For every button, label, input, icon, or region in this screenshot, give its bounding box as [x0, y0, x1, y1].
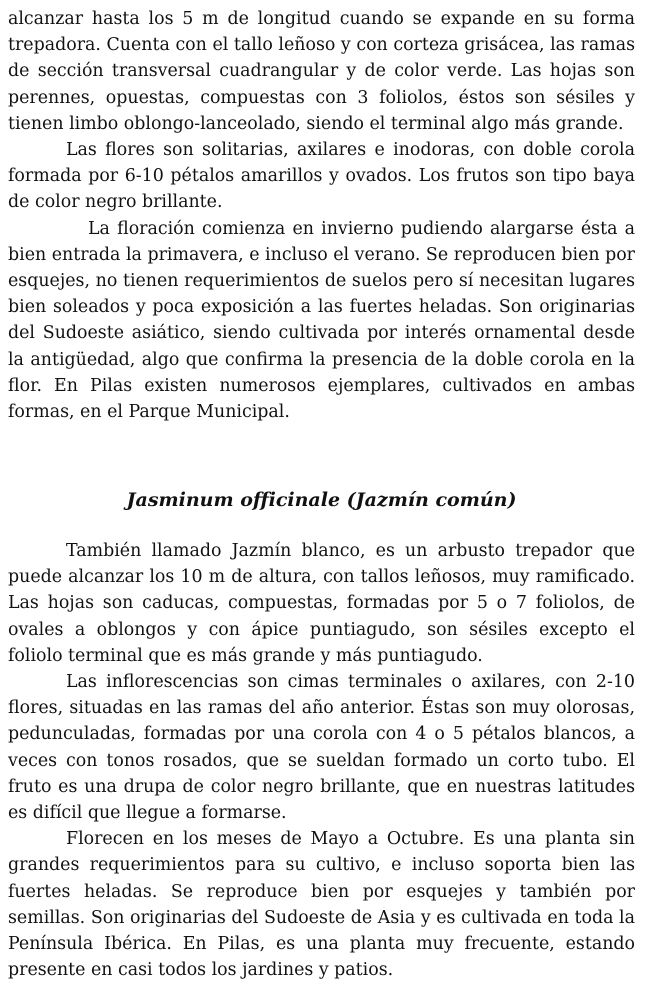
paragraph-1: alcanzar hasta los 5 m de longitud cuando se expande en su forma trepadora. Cuenta con el tallo leñoso y con corteza grisácea, las ramas de sección transversal cuadrangular y de color verde. Las hojas son perennes, opuestas, compuestas con 3 foliolos, éstos son sésiles y tienen limbo oblongo-lanceolado, siendo el terminal algo más grande.: [8, 9, 635, 134]
paragraph-4: También llamado Jazmín blanco, es un arbusto trepador que puede alcanzar los 10 m de altura, con tallos leñosos, muy ramificado. Las hojas son caducas, compuestas, formadas por 5 o 7 foliolos, de ovales a oblongos y con ápice puntiagudo, son sésiles excepto el foliolo terminal que es más grande y más puntiagudo.: [8, 541, 635, 666]
paragraph-6: Florecen en los meses de Mayo a Octubre. Es una planta sin grandes requerimientos para su cultivo, e incluso soporta bien las fuertes heladas. Se reproduce bien por esquejes y también por semillas. Son originarias del Sudoeste de Asia y es cultivada en toda la Península Ibérica. En Pilas, es una planta muy frecuente, estando presente en casi todos los jardines y patios.: [8, 829, 635, 981]
species-heading: Jasminum officinale (Jazmín común): [126, 489, 517, 511]
section-jasminum-officinale: [8, 538, 635, 983]
paragraph-3: La floración comienza en invierno pudiendo alargarse ésta a bien entrada la primavera, e incluso el verano. Se reproducen bien por esquejes, no tienen requerimientos de suelos pero sí necesitan lugares bien soleados y poca exposición a las fuertes heladas. Son originarias del Sudoeste asiático, siendo cultivada por interés ornamental desde la antigüedad, algo que confirma la presencia de la doble corola en la flor. En Pilas existen numerosos ejemplares, cultivados en ambas formas, en el Parque Municipal.: [8, 218, 635, 423]
paragraph-5: Las inflorescencias son cimas terminales o axilares, con 2-10 flores, situadas en las ramas del año anterior. Éstas son muy olorosas, pedunculadas, formadas por una corola con 4 o 5 pétalos blancos, a veces con tonos rosados, que se sueldan formado un corto tubo. El fruto es una drupa de color negro brillante, que en nuestras latitudes es difícil que llegue a formarse.: [8, 672, 635, 824]
paragraph-2: Las flores son solitarias, axilares e inodoras, con doble corola formada por 6-10 pétalos amarillos y ovados. Los frutos son tipo baya de color negro brillante.: [8, 140, 635, 213]
section-continued-species: [8, 6, 635, 425]
species-heading-container: [8, 487, 635, 513]
